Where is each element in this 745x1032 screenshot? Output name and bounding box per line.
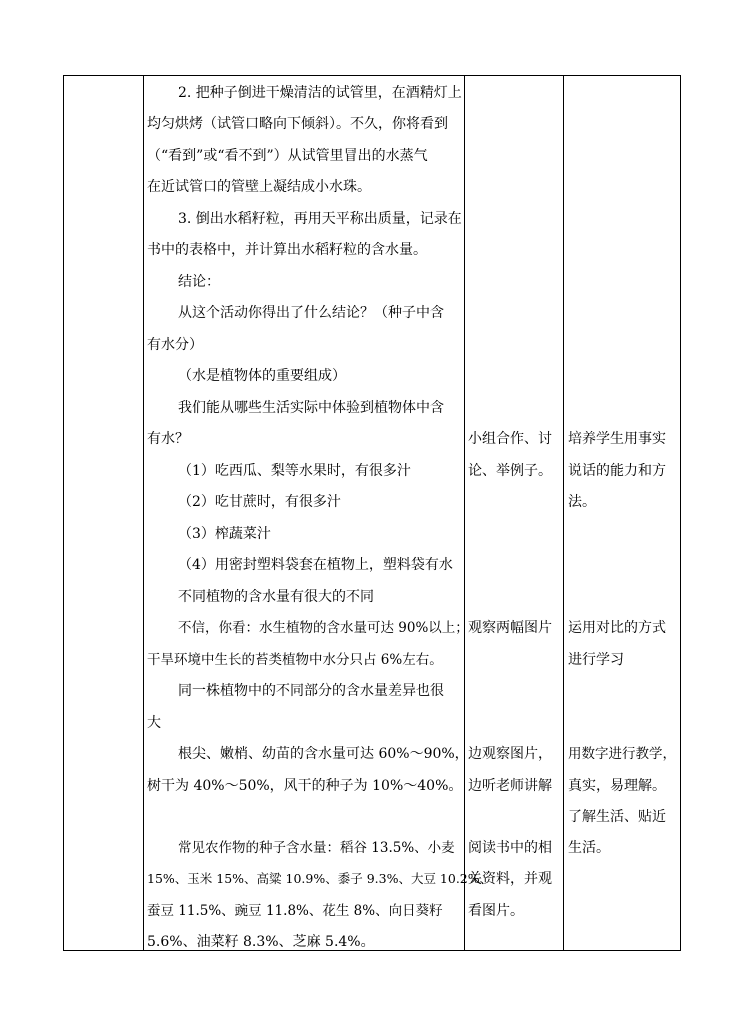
content-line: 大 [147,715,161,731]
column-divider [563,76,564,950]
intent-line: 生活。 [568,840,610,856]
intent-line: 运用对比的方式 [568,620,666,636]
content-line: 从这个活动你得出了什么结论？（种子中含 [178,305,444,321]
content-line: 结论： [178,274,220,290]
content-line: 我们能从哪些生活实际中体验到植物体中含 [178,400,444,416]
activity-line: 边观察图片， [468,746,552,762]
intent-line: 说话的能力和方 [568,463,666,479]
intent-line: 了解生活、贴近 [568,809,666,825]
column-divider [464,76,465,950]
intent-line: 培养学生用事实 [568,431,666,447]
content-line: 书中的表格中，并计算出水稻籽粒的含水量。 [147,242,427,258]
content-line: 3. 倒出水稻籽粒，再用天平称出质量，记录在 [178,211,462,227]
content-line: 根尖、嫩梢、幼苗的含水量可达 60%～90%， [178,746,469,762]
content-line: 不同植物的含水量有很大的不同 [178,589,374,605]
content-line: 15%、玉米 15%、高粱 10.9%、黍子 9.3%、大豆 10.2%、 [147,871,493,886]
content-line: 干旱环境中生长的苔类植物中水分只占 6%左右。 [147,652,443,668]
content-line: （“看到”或“看不到”）从试管里冒出的水蒸气 [147,148,428,164]
activity-line: 阅读书中的相 [468,840,552,856]
content-line: （3）榨蔬菜汁 [178,526,271,542]
content-line: （4）用密封塑料袋套在植物上，塑料袋有水 [178,557,453,573]
activity-line: 关资料，并观 [468,871,552,887]
content-line: 5.6%、油菜籽 8.3%、芝麻 5.4%。 [147,934,375,950]
content-line: 在近试管口的管壁上凝结成小水珠。 [147,179,371,195]
content-line: 蚕豆 11.5%、豌豆 11.8%、花生 8%、向日葵籽 [147,903,443,919]
content-line: 有水分） [147,337,203,353]
intent-line: 进行学习 [568,652,624,668]
content-line: 均匀烘烤（试管口略向下倾斜）。不久，你将看到 [147,116,448,132]
content-line: （水是植物体的重要组成） [178,368,346,384]
activity-line: 观察两幅图片 [468,620,552,636]
intent-line: 真实，易理解。 [568,778,666,794]
content-line: 2. 把种子倒进干燥清洁的试管里，在酒精灯上 [178,85,462,101]
content-line: （1）吃西瓜、梨等水果时，有很多汁 [178,463,411,479]
column-divider [143,76,144,950]
content-line: 有水？ [147,431,189,447]
activity-line: 小组合作、讨 [468,431,552,447]
activity-line: 看图片。 [468,903,524,919]
intent-line: 法。 [568,494,596,510]
content-line: 不信，你看：水生植物的含水量可达 90%以上； [178,620,469,636]
intent-line: 用数字进行教学， [568,746,676,762]
content-line: 同一株植物中的不同部分的含水量差异也很 [178,683,444,699]
content-line: 常见农作物的种子含水量：稻谷 13.5%、小麦 [178,840,455,856]
activity-line: 论、举例子。 [468,463,552,479]
content-line: （2）吃甘蔗时，有很多汁 [178,494,341,510]
content-line: 树干为 40%～50%，风干的种子为 10%～40%。 [147,778,463,794]
activity-line: 边听老师讲解 [468,778,552,794]
